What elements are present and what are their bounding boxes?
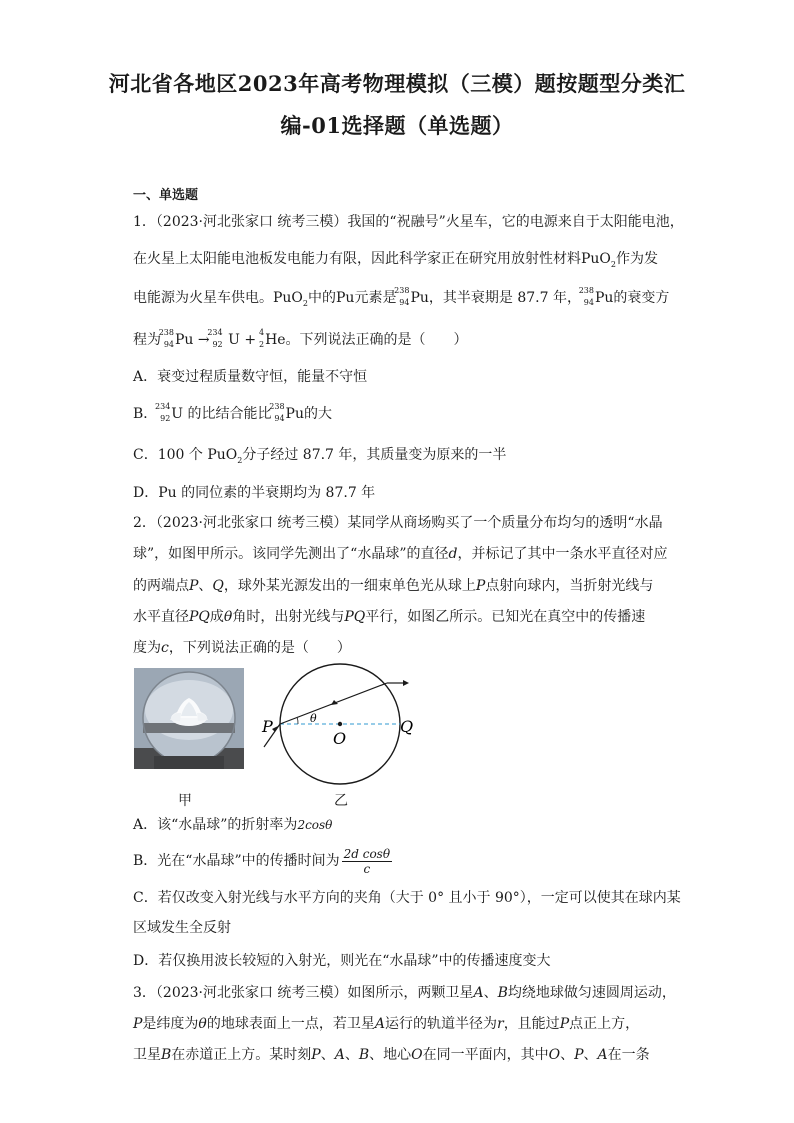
- q2-line4: [133, 608, 663, 626]
- text-fragment: ，下列说法正确的是（ ）: [168, 640, 351, 656]
- q1-line1: 1．（2023·河北张家口 统考三模）我国的“祝融号”火星车，它的电源来自于太阳能电池，: [133, 214, 684, 230]
- label-p: P: [262, 717, 273, 736]
- q2-option-b: [133, 844, 663, 878]
- isotope-he: [256, 328, 265, 349]
- q3-line1: [133, 984, 676, 1002]
- text-fragment: 94: [163, 340, 174, 349]
- isotope-pu: [578, 286, 595, 307]
- text-fragment: A: [473, 985, 484, 1001]
- q2-option-c-line2: 区域发生全反射: [133, 920, 231, 936]
- q1-line4-equation: [133, 328, 663, 349]
- text-fragment: 94: [274, 414, 285, 423]
- text-fragment: 2: [302, 299, 309, 308]
- q2-option-a: [133, 816, 663, 834]
- text-fragment: 的地球表面上一点，若卫星: [206, 1016, 375, 1032]
- exit-arrow: [403, 680, 409, 686]
- figure-caption-left: 甲: [178, 793, 192, 809]
- text-fragment: θ: [198, 1016, 207, 1032]
- text-fragment: ，且能过: [503, 1016, 560, 1032]
- text-fragment: U +: [223, 332, 257, 348]
- text-fragment: 、地心: [369, 1047, 412, 1063]
- text-fragment: 2cosθ: [297, 818, 333, 832]
- text-fragment: PQ: [189, 609, 210, 625]
- text-fragment: 238: [394, 286, 410, 295]
- text-fragment: 238: [158, 328, 174, 337]
- figure-caption-right: 乙: [334, 793, 348, 809]
- text-fragment: 中的Pu元素是: [308, 290, 397, 306]
- text-fragment: 卫星: [133, 1047, 161, 1063]
- document-title-line2: 编-01选择题（单选题）: [280, 113, 514, 138]
- text-fragment: 92: [160, 414, 171, 423]
- text-fragment: A．该“水晶球”的折射率为: [133, 817, 298, 833]
- text-fragment: 运行的轨道半径为: [384, 1016, 497, 1032]
- q3-line3: [133, 1046, 663, 1064]
- time-fraction: [342, 847, 392, 876]
- text-fragment: 成: [209, 609, 224, 625]
- text-fragment: 92: [212, 340, 223, 349]
- text-fragment: d: [448, 546, 458, 562]
- q2-line1: 2．（2023·河北张家口 统考三模）某同学从商场购买了一个质量分布均匀的透明“水晶: [133, 515, 663, 531]
- q2-option-d: D．若仅换用波长较短的入射光，则光在“水晶球”中的传播速度变大: [133, 953, 551, 969]
- q2-line2: [133, 545, 668, 563]
- text-fragment: O: [548, 1047, 561, 1063]
- text-fragment: 、: [344, 1047, 359, 1063]
- text-fragment: 的两端点: [133, 578, 189, 594]
- text-fragment: ，并标记了其中一条水平直径对应: [457, 546, 668, 562]
- text-fragment: 程为: [133, 332, 161, 348]
- text-fragment: O: [411, 1047, 423, 1063]
- text-fragment: 球”，如图甲所示。该同学先测出了“水晶球”的直径: [133, 546, 449, 562]
- text-fragment: P: [574, 1047, 584, 1063]
- text-fragment: 3．（2023·河北张家口 统考三模）如图所示，两颗卫星: [133, 985, 474, 1001]
- q2-option-c-line1: C．若仅改变入射光线与水平方向的夹角（大于 0° 且小于 90°），一定可以使其在球内某: [133, 890, 681, 906]
- text-fragment: 度为: [133, 640, 161, 656]
- q1-option-c: [133, 446, 663, 466]
- section-heading: 一、单选题: [133, 188, 199, 203]
- text-fragment: 、: [560, 1047, 575, 1063]
- text-fragment: PQ: [344, 609, 366, 625]
- q1-option-a: A．衰变过程质量数守恒，能量不守恒: [133, 369, 368, 385]
- isotope-pu: [158, 328, 175, 349]
- text-fragment: 均绕地球做匀速圆周运动，: [507, 985, 676, 1001]
- text-fragment: 作为发: [616, 251, 659, 267]
- text-fragment: B．光在“水晶球”中的传播时间为: [133, 853, 340, 869]
- text-fragment: 94: [399, 298, 410, 307]
- text-fragment: 分子经过 87.7 年，其质量变为原来的一半: [242, 447, 507, 463]
- q2-line5: [133, 639, 663, 657]
- isotope-u: [155, 402, 171, 423]
- text-fragment: r: [496, 1016, 504, 1032]
- text-fragment: 238: [269, 402, 285, 411]
- text-fragment: 在火星上太阳能电池板发电能力有限，因此科学家正在研究用放射性材料PuO: [133, 251, 611, 267]
- label-q: Q: [400, 717, 414, 736]
- text-fragment: B: [497, 985, 508, 1001]
- text-fragment: 2: [237, 456, 243, 465]
- document-title-line1: 河北省各地区2023年高考物理模拟（三模）题按题型分类汇: [108, 71, 686, 96]
- text-fragment: C．100 个 PuO: [133, 447, 238, 463]
- text-fragment: 是纬度为: [142, 1016, 199, 1032]
- crystal-ball-photo: [134, 668, 244, 769]
- q2-line3: [133, 577, 663, 595]
- text-fragment: A: [334, 1047, 345, 1063]
- text-fragment: A: [374, 1016, 385, 1032]
- text-fragment: B: [161, 1047, 172, 1063]
- text-fragment: Pu的大: [285, 406, 332, 422]
- text-fragment: 点正上方，: [569, 1016, 640, 1032]
- q1-line3: [133, 286, 670, 309]
- text-fragment: Q: [212, 578, 224, 594]
- text-fragment: 点射向球内，当折射光线与: [485, 578, 654, 594]
- text-fragment: 2: [610, 260, 617, 269]
- text-fragment: 、: [483, 985, 498, 1001]
- text-fragment: P: [133, 1016, 143, 1032]
- text-fragment: 4: [258, 328, 265, 337]
- text-fragment: He。下列说法正确的是（ ）: [265, 332, 468, 348]
- text-fragment: c: [161, 640, 169, 656]
- text-fragment: 、: [583, 1047, 598, 1063]
- text-fragment: c: [363, 861, 371, 876]
- text-fragment: Pu的衰变方: [594, 290, 670, 306]
- text-fragment: 94: [583, 298, 594, 307]
- text-fragment: 、: [198, 578, 213, 594]
- text-fragment: P: [559, 1016, 570, 1032]
- label-theta: θ: [310, 712, 317, 725]
- text-fragment: A: [597, 1047, 608, 1063]
- text-fragment: 角时，出射光线与: [232, 609, 345, 625]
- text-fragment: 在同一平面内，其中: [422, 1047, 549, 1063]
- text-fragment: U 的比结合能比: [171, 406, 272, 422]
- text-fragment: 水平直径: [133, 609, 189, 625]
- text-fragment: θ: [223, 609, 233, 625]
- text-fragment: 在一条: [607, 1047, 650, 1063]
- isotope-pu: [394, 286, 410, 307]
- text-fragment: 电能源为火星车供电。PuO: [133, 290, 303, 306]
- text-fragment: 234: [155, 402, 171, 411]
- text-fragment: 2: [258, 340, 265, 349]
- q1-option-b: [133, 402, 663, 423]
- text-fragment: P: [475, 578, 486, 594]
- text-fragment: Pu，其半衰期是 87.7 年，: [410, 290, 581, 306]
- q1-option-d: D．Pu 的同位素的半衰期均为 87.7 年: [133, 485, 376, 501]
- isotope-pu: [269, 402, 286, 423]
- center-point: [338, 722, 342, 726]
- text-fragment: P: [311, 1047, 321, 1063]
- text-fragment: 在赤道正上方。某时刻: [171, 1047, 312, 1063]
- label-o: O: [333, 729, 347, 748]
- text-fragment: B．: [133, 406, 158, 422]
- text-fragment: 2d cosθ: [343, 846, 391, 861]
- text-fragment: 、: [320, 1047, 335, 1063]
- text-fragment: B: [358, 1047, 370, 1063]
- q3-line2: [133, 1015, 663, 1033]
- theta-arc: [297, 717, 298, 724]
- q1-line2: [133, 250, 663, 270]
- text-fragment: P: [189, 578, 199, 594]
- text-fragment: ，球外某光源发出的一细束单色光从球上: [223, 578, 476, 594]
- text-fragment: 平行，如图乙所示。已知光在真空中的传播速: [365, 609, 646, 625]
- text-fragment: 234: [207, 328, 223, 337]
- text-fragment: 238: [578, 286, 594, 295]
- text-fragment: Pu →: [175, 332, 210, 348]
- isotope-u: [207, 328, 224, 349]
